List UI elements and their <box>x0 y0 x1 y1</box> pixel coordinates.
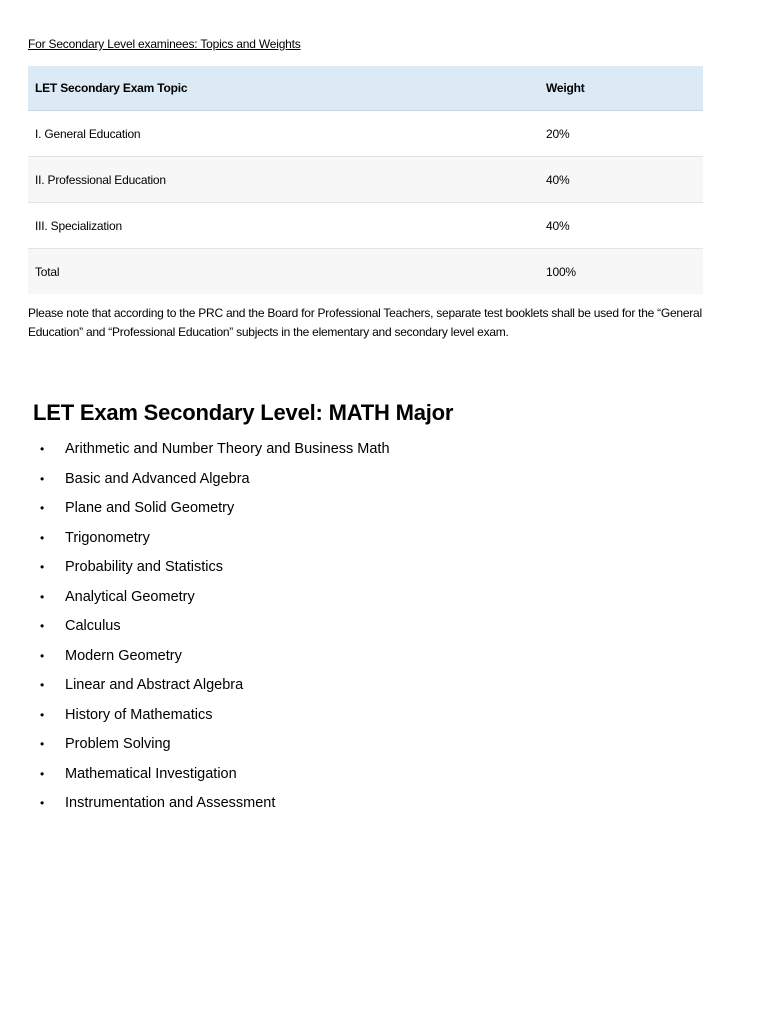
list-item <box>35 435 390 465</box>
topic-label: Modern Geometry <box>65 647 182 664</box>
topic-label: Arithmetic and Number Theory and Business Math <box>65 441 390 457</box>
row-topic: Total <box>35 264 60 279</box>
header-topic: LET Secondary Exam Topic <box>28 66 539 111</box>
table-row <box>28 157 703 203</box>
topic-label: Problem Solving <box>65 736 171 752</box>
row-weight: 20% <box>546 126 570 141</box>
list-item <box>35 465 390 495</box>
list-item <box>35 671 390 701</box>
row-topic: II. Professional Education <box>35 172 166 187</box>
table-caption: For Secondary Level examinees: Topics and Weights <box>28 37 301 51</box>
topic-label: Analytical Geometry <box>65 588 195 605</box>
topic-label: Mathematical Investigation <box>65 765 237 782</box>
math-topic-list <box>35 435 390 819</box>
list-item <box>35 524 390 554</box>
row-topic: III. Specialization <box>35 218 122 233</box>
bullet-icon: • <box>40 530 45 545</box>
bullet-icon: • <box>40 648 45 663</box>
bullet-icon: • <box>40 796 45 810</box>
topic-label: Instrumentation and Assessment <box>65 795 276 811</box>
row-weight: 40% <box>546 218 570 233</box>
row-weight: 100% <box>546 264 576 279</box>
bullet-icon: • <box>40 501 45 515</box>
topic-label: Linear and Abstract Algebra <box>65 677 244 693</box>
bullet-icon: • <box>40 737 45 751</box>
math-major-heading: LET Exam Secondary Level: MATH Major <box>33 400 454 425</box>
topic-label: Trigonometry <box>65 529 150 546</box>
bullet-icon: • <box>40 560 45 574</box>
topic-label: Calculus <box>65 618 121 634</box>
list-item <box>35 583 390 613</box>
topic-label: Plane and Solid Geometry <box>65 500 235 516</box>
list-item <box>35 701 390 731</box>
list-item <box>35 494 390 524</box>
bullet-icon: • <box>40 678 45 692</box>
list-item <box>35 730 390 760</box>
bullet-icon: • <box>40 442 45 456</box>
table-row <box>28 203 703 249</box>
bullet-icon: • <box>40 471 45 486</box>
list-item <box>35 612 390 642</box>
list-item <box>35 642 390 672</box>
table-header-row <box>28 66 703 111</box>
row-topic: I. General Education <box>35 126 141 141</box>
bullet-icon: • <box>40 589 45 604</box>
list-item <box>35 789 390 819</box>
bullet-icon: • <box>40 766 45 781</box>
topic-label: Probability and Statistics <box>65 559 223 575</box>
booklet-note: Please note that according to the PRC and the Board for Professional Teachers, separate test booklets shall be used for the “General Education” and “Professional Education” subjects in the elementary and secondary level exam. <box>28 306 702 339</box>
bullet-icon: • <box>40 707 45 722</box>
list-item <box>35 553 390 583</box>
row-weight: 40% <box>546 172 570 187</box>
bullet-icon: • <box>40 619 45 633</box>
topics-weights-table <box>28 66 703 294</box>
topic-label: History of Mathematics <box>65 706 213 723</box>
list-item <box>35 760 390 790</box>
table-row <box>28 249 703 295</box>
topic-label: Basic and Advanced Algebra <box>65 470 250 487</box>
header-weight: Weight <box>539 66 703 111</box>
table-row <box>28 111 703 157</box>
